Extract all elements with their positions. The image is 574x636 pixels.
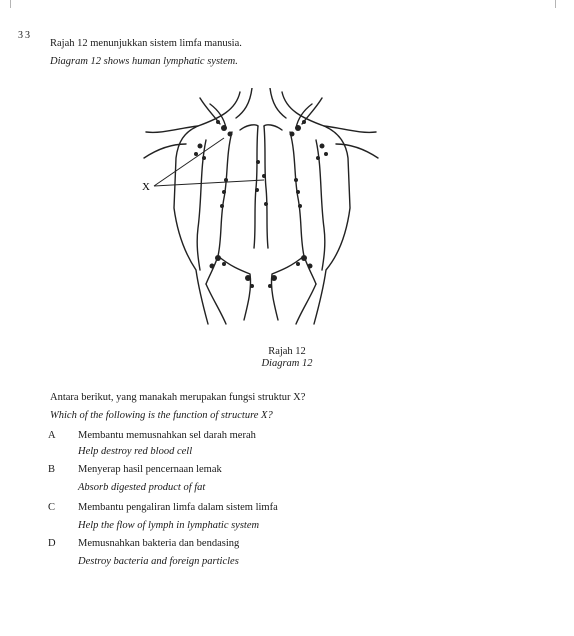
option-a-malay[interactable]: Membantu memusnahkan sel darah merah [78,430,256,441]
torso-outline-left [174,92,240,324]
question-stem-malay: Rajah 12 menunjukkan sistem limfa manusia. [50,38,242,49]
option-a-letter[interactable]: A [48,430,56,441]
question-number: 33 [18,30,32,41]
option-b-english[interactable]: Absorb digested product of fat [78,482,206,493]
left-arm-vessel [146,126,198,132]
option-c-english[interactable]: Help the flow of lymph in lymphatic system [78,520,260,531]
thoracic-duct-left [254,126,258,248]
torso-outline-right [282,92,350,324]
right-chain-vessel [290,132,316,284]
option-b-letter[interactable]: B [48,464,56,475]
option-d-english[interactable]: Destroy bacteria and foreign particles [78,556,239,567]
right-arm-vessel [324,126,376,132]
diagram-caption-english: Diagram 12 [261,358,313,369]
left-arm-vessel-lower [144,144,186,158]
neck-right [270,88,286,118]
neck-left [236,88,252,118]
leg-vessel-right [296,284,316,324]
prompt-english: Which of the following is the function of structure X? [50,410,273,421]
leg-vessel-left [206,284,226,324]
thoracic-duct-curve [240,125,282,130]
option-c-malay[interactable]: Membantu pengaliran limfa dalam sistem limfa [78,502,278,513]
thoracic-duct-right [264,126,268,248]
prompt-malay: Antara berikut, yang manakah merupakan fungsi struktur X? [50,392,306,403]
option-d-letter[interactable]: D [48,538,56,549]
left-chain-vessel [206,132,232,284]
option-b-malay[interactable]: Menyerap hasil pencernaan lemak [78,464,222,475]
option-c-letter[interactable]: C [48,502,56,513]
question-stem-english: Diagram 12 shows human lymphatic system. [50,56,238,67]
right-arm-vessel-lower [336,144,378,158]
diagram-caption-malay: Rajah 12 [268,346,306,357]
lymphatic-system-diagram [140,88,380,328]
option-d-malay[interactable]: Memusnahkan bakteria dan bendasing [78,538,240,549]
page-corner-mark-left [0,0,11,8]
page-corner-mark-right [555,0,566,8]
label-x: X [142,181,150,193]
option-a-english[interactable]: Help destroy red blood cell [78,446,193,457]
